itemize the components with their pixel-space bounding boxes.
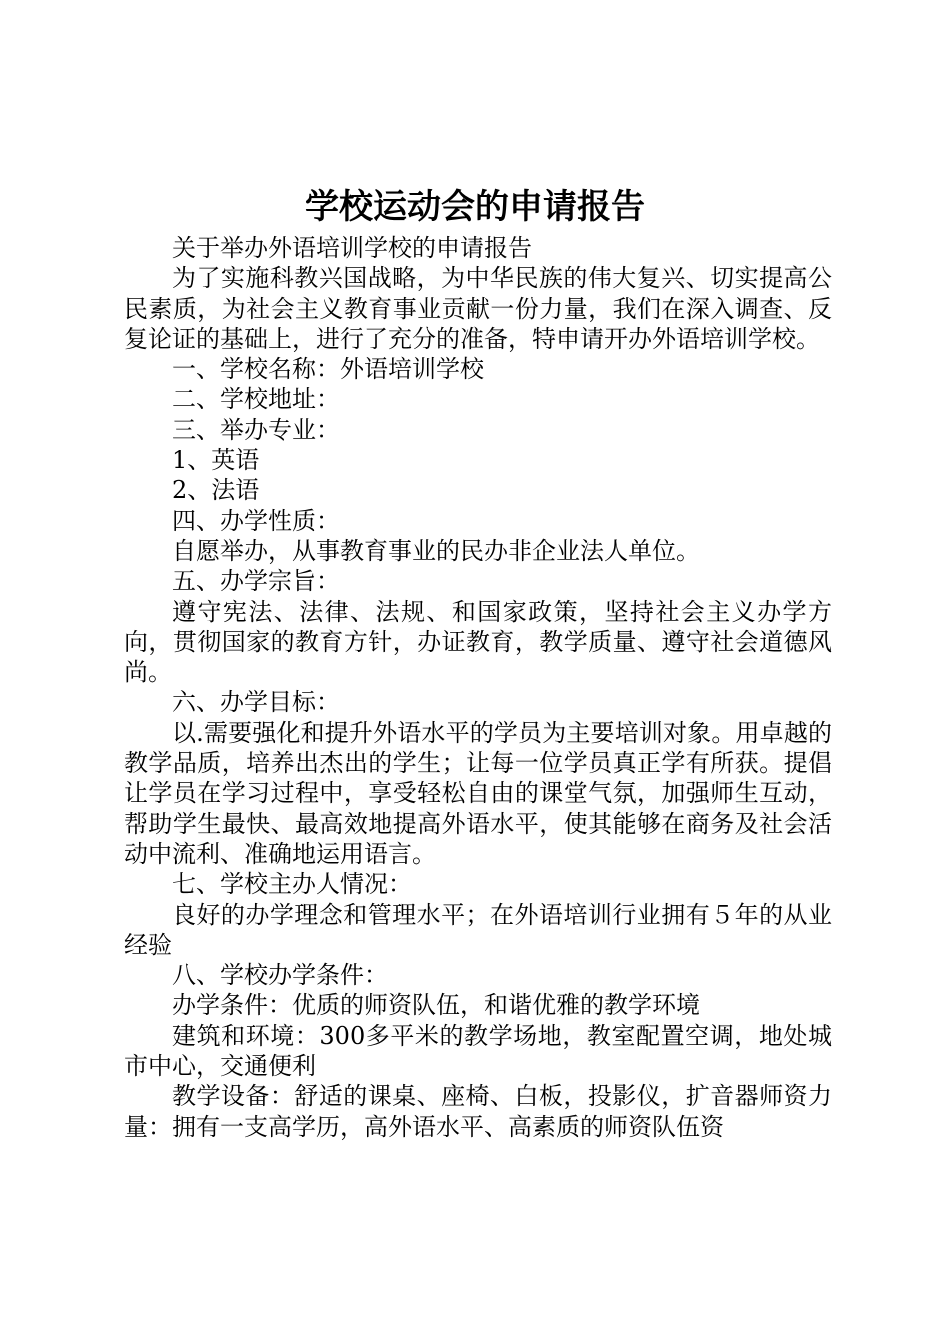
paragraph-intro: 为了实施科教兴国战略，为中华民族的伟大复兴、切实提高公民素质，为社会主义教育事业贡献一份力量，我们在深入调查、反复论证的基础上，进行了充分的准备，特申请开办外语培训学校。 (124, 264, 832, 353)
paragraph-goals: 以.需要强化和提升外语水平的学员为主要培训对象。用卓越的教学品质，培养出杰出的学生；让每一位学员真正学有所获。提倡让学员在学习过程中，享受轻松自由的课堂气氛，加强师生互动，帮助学生最快、最高效地提高外语水平，使其能够在商务及社会活动中流利、准确地运用语言。 (124, 718, 832, 868)
section-heading-majors: 三、举办专业： (172, 415, 340, 444)
section-heading-organizer: 七、学校主办人情况： (172, 870, 412, 899)
paragraph-conditions: 办学条件：优质的师资队伍，和谐优雅的教学环境 (172, 991, 700, 1020)
paragraph-subject: 关于举办外语培训学校的申请报告 (172, 234, 532, 262)
document-body (124, 233, 832, 1142)
section-heading-goals: 六、办学目标： (172, 688, 340, 717)
list-item-french: 2、法语 (172, 476, 260, 505)
paragraph-buildings: 建筑和环境：300多平米的教学场地，教室配置空调，地处城市中心，交通便利 (124, 1021, 832, 1081)
section-heading-purpose: 五、办学宗旨： (172, 567, 340, 596)
paragraph-equipment: 教学设备：舒适的课桌、座椅、白板，投影仪，扩音器师资力量：拥有一支高学历，高外语水平、高素质的师资队伍资 (124, 1082, 832, 1141)
section-heading-school-address: 二、学校地址： (172, 385, 340, 414)
section-heading-nature: 四、办学性质： (172, 506, 340, 535)
paragraph-nature: 自愿举办，从事教育事业的民办非企业法人单位。 (172, 536, 700, 565)
paragraph-organizer: 良好的办学理念和管理水平；在外语培训行业拥有５年的从业经验 (124, 900, 832, 959)
paragraph-purpose: 遵守宪法、法律、法规、和国家政策，坚持社会主义办学方向，贯彻国家的教育方针，办证教育，教学质量、遵守社会道德风尚。 (124, 597, 832, 687)
section-heading-conditions: 八、学校办学条件： (172, 961, 388, 990)
list-item-english: 1、英语 (172, 446, 260, 475)
section-heading-school-name: 一、学校名称：外语培训学校 (172, 355, 484, 384)
document-title: 学校运动会的申请报告 (305, 187, 645, 227)
